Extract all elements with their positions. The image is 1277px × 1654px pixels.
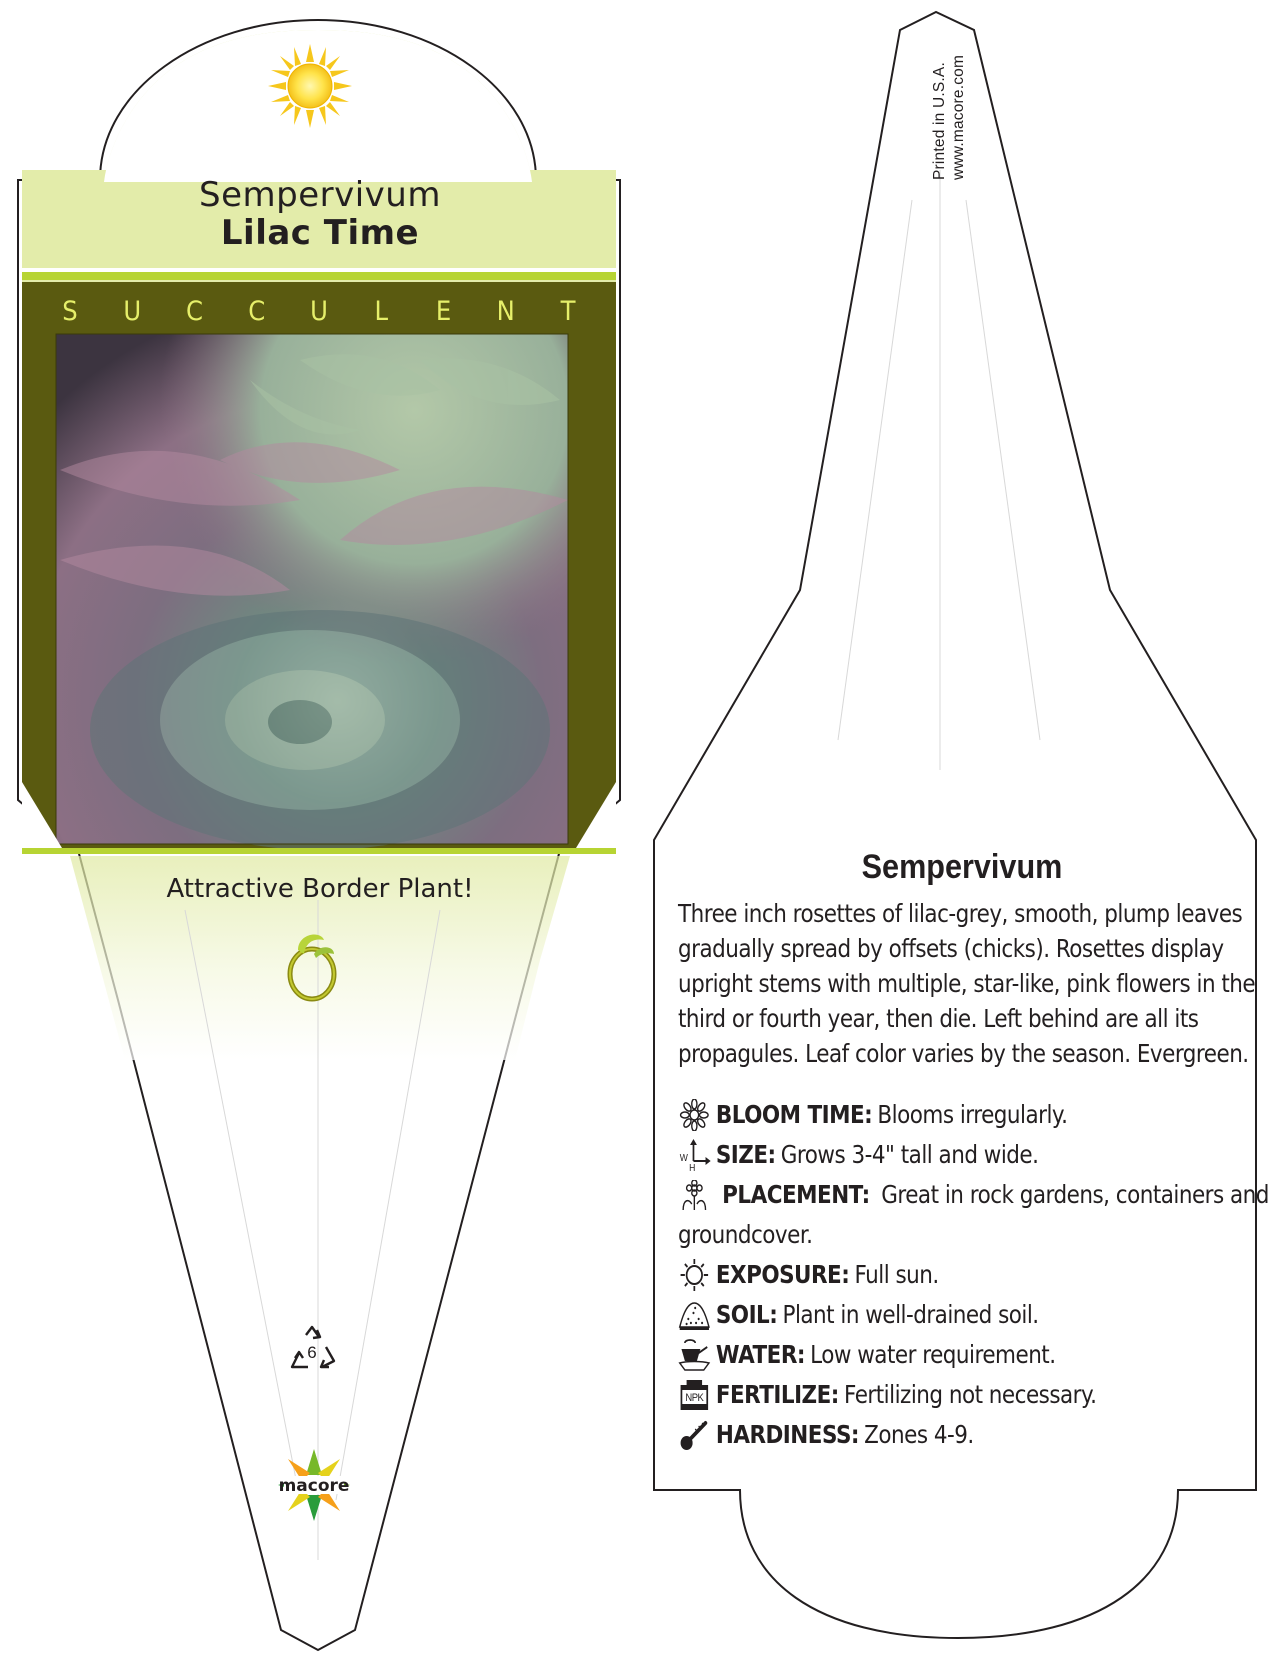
sprout-logo-icon [284, 930, 340, 1002]
category-letter: N [496, 296, 515, 327]
attribute-fertilize [678, 1375, 1277, 1415]
garden-icon [678, 1180, 711, 1212]
category-letter: C [186, 296, 203, 327]
recycle-icon [286, 1325, 338, 1373]
cultivar-name: Lilac Time [220, 213, 420, 253]
attribute-value: Zones 4-9. [864, 1420, 974, 1449]
tagline: Attractive Border Plant! [166, 874, 474, 904]
attribute-hardiness [678, 1415, 1277, 1455]
brand-name: macore [278, 1476, 350, 1496]
size-arrows-icon [678, 1139, 711, 1171]
succulent-photo [56, 334, 568, 850]
flower-icon [678, 1099, 711, 1131]
attribute-value: Grows 3-4" tall and wide. [780, 1140, 1039, 1169]
common-name: Sempervivum [199, 175, 441, 215]
soil-mound-icon [678, 1299, 711, 1331]
npk-label: NPK [685, 1392, 704, 1405]
attribute-exposure [678, 1255, 1277, 1295]
attribute-size [678, 1135, 1277, 1175]
attribute-label: EXPOSURE: [715, 1260, 850, 1289]
attribute-label: FERTILIZE: [715, 1380, 839, 1409]
back-title: Sempervivum [861, 848, 1063, 886]
attribute-label: SOIL: [715, 1300, 778, 1329]
thermometer-icon [678, 1419, 711, 1451]
attribute-bloom-time [678, 1095, 1277, 1135]
npk-icon [678, 1379, 711, 1411]
attribute-value: Full sun. [854, 1260, 939, 1289]
attribute-value: Fertilizing not necessary. [844, 1380, 1097, 1409]
category-letter: L [374, 296, 389, 327]
attribute-label: HARDINESS: [715, 1420, 860, 1449]
attribute-label: PLACEMENT: [722, 1180, 870, 1209]
svg-text:H: H [689, 1162, 695, 1171]
watering-can-icon [678, 1339, 711, 1371]
printed-info [930, 10, 968, 180]
attribute-value: Blooms irregularly. [877, 1100, 1068, 1129]
plant-description: Three inch rosettes of lilac-grey, smooth, plump leaves gradually spread by offsets (chicks). Rosettes display upright stems with multiple, star-like, pink flowers in the third or fourth year, then die. Left behind are all its propagules. Leaf color varies by the season. Evergreen. [678, 899, 1256, 1068]
sun-outline-icon [678, 1259, 711, 1291]
macore-logo [268, 1445, 360, 1525]
attribute-label: BLOOM TIME: [715, 1100, 873, 1129]
attribute-value: Plant in well-drained soil. [782, 1300, 1039, 1329]
website-text: www.macore.com [950, 54, 967, 180]
category-letter: E [435, 296, 452, 327]
attribute-water [678, 1335, 1277, 1375]
attribute-label: SIZE: [715, 1140, 776, 1169]
svg-text:W: W [679, 1152, 688, 1164]
category-letter: T [560, 296, 576, 327]
attribute-value: Low water requirement. [810, 1340, 1056, 1369]
attribute-placement [678, 1175, 1277, 1255]
category-letter: C [248, 296, 266, 327]
attribute-value: Great in rock gardens, containers and groundcover. [678, 1180, 1269, 1249]
recycle-number: 6 [307, 1343, 317, 1362]
printed-in-text: Printed in U.S.A. [931, 62, 948, 180]
category-letter: S [62, 296, 78, 327]
plant-attributes [678, 1095, 1277, 1455]
attribute-soil [678, 1295, 1277, 1335]
category-letter: U [310, 296, 328, 327]
category-letter: U [123, 296, 142, 327]
sun-icon [268, 44, 352, 128]
attribute-label: WATER: [715, 1340, 805, 1369]
category-banner [28, 296, 608, 328]
